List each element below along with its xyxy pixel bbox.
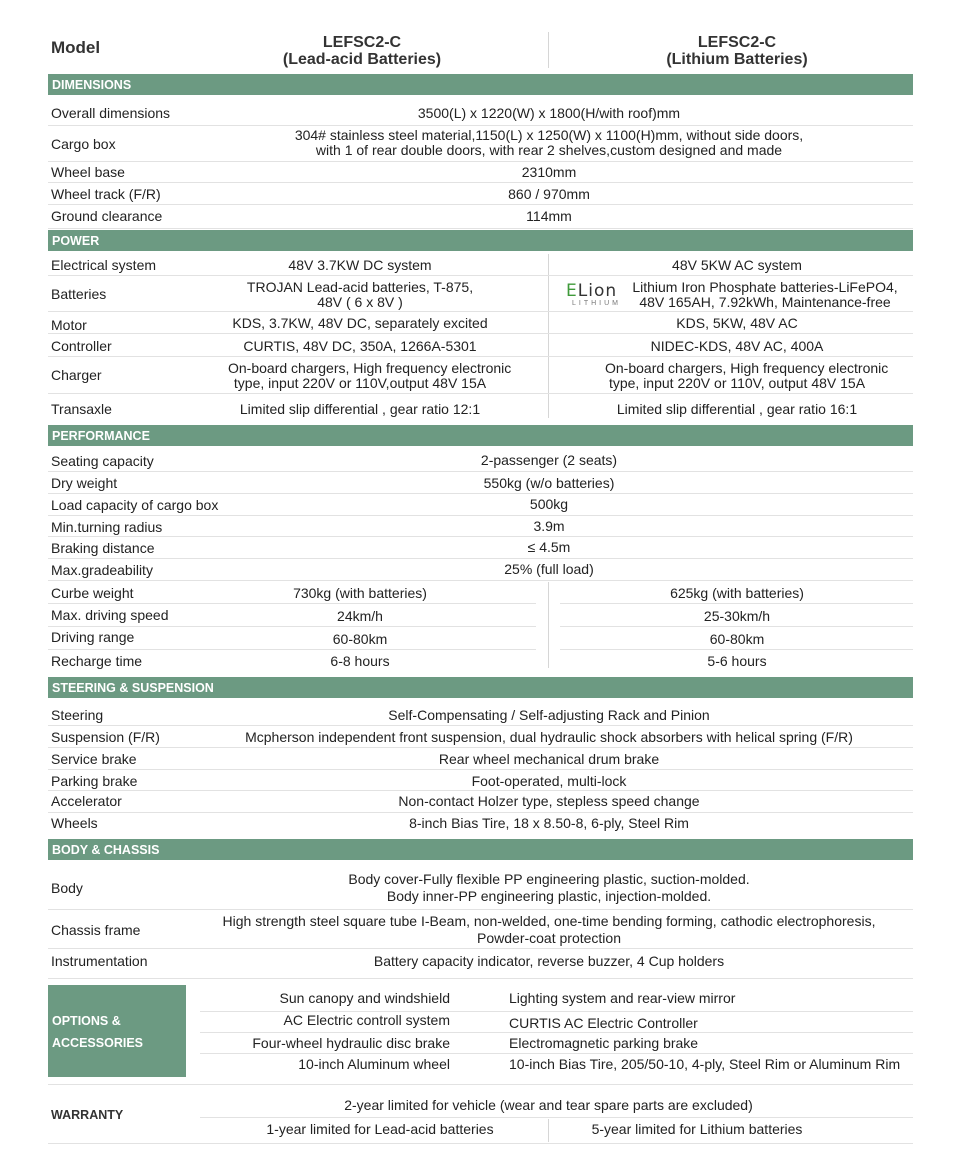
row-value: 500kg — [529, 496, 569, 512]
row-label: Instrumentation — [51, 953, 148, 969]
warranty-lead-acid: 1-year limited for Lead-acid batteries — [266, 1121, 494, 1137]
row-label: Controller — [51, 338, 112, 354]
row-label: Steering — [51, 707, 104, 723]
curbe-weight-lead-acid: 730kg (with batteries) — [293, 585, 427, 601]
row-wheel-base — [48, 162, 913, 183]
row-wheels — [48, 813, 913, 835]
row-value-lithium: NIDEC-KDS, 48V AC, 400A — [650, 338, 824, 354]
row-label: Parking brake — [51, 773, 138, 789]
option-left-3: Four-wheel hydraulic disc brake — [252, 1035, 450, 1051]
divider — [48, 603, 536, 604]
row-label-driving-range: Driving range — [51, 629, 135, 645]
row-value: ≤ 4.5m — [527, 539, 571, 555]
warranty-title: WARRANTY — [51, 1108, 124, 1122]
warranty-vehicle: 2-year limited for vehicle (wear and tear spare parts are excluded) — [344, 1097, 753, 1113]
recharge-time-lead-acid: 6-8 hours — [330, 653, 390, 669]
option-right-1: Lighting system and rear-view mirror — [509, 990, 736, 1006]
logo-wordmark: Lion — [577, 281, 618, 301]
column-header-lead-acid-model: LEFSC2-C — [322, 34, 402, 51]
row-label: Accelerator — [51, 793, 122, 809]
column-header-lithium-model: LEFSC2-C — [697, 34, 777, 51]
row-turning-radius — [48, 516, 913, 537]
column-header-lead-acid — [230, 34, 494, 68]
row-label: Braking distance — [51, 540, 155, 556]
options-accessories-header — [48, 985, 186, 1077]
section-body-chassis: BODY & CHASSIS — [48, 839, 913, 860]
option-right-2: CURTIS AC Electric Controller — [509, 1015, 698, 1031]
divider — [48, 626, 536, 627]
driving-range-lithium: 60-80km — [709, 631, 765, 647]
row-ground-clearance — [48, 205, 913, 229]
max-speed-lithium: 25-30km/h — [703, 608, 771, 624]
row-value-lithium-line1: On-board chargers, High frequency electronic — [605, 360, 889, 376]
row-value: 860 / 970mm — [508, 186, 590, 202]
row-value-lead-acid-line1: TROJAN Lead-acid batteries, T-875, — [246, 279, 474, 295]
row-value-lead-acid: KDS, 3.7KW, 48V DC, separately excited — [232, 315, 488, 331]
column-header-lithium — [605, 34, 869, 68]
row-label: Dry weight — [51, 475, 118, 491]
model-label: Model — [51, 38, 101, 57]
logo-subtitle: LITHIUM — [572, 300, 621, 307]
max-speed-lead-acid: 24km/h — [337, 608, 383, 624]
row-body — [48, 866, 913, 910]
row-overall-dimensions — [48, 101, 913, 126]
row-value-line2: Powder-coat protection — [477, 930, 621, 946]
section-performance: PERFORMANCE — [48, 425, 913, 446]
row-label: Electrical system — [51, 257, 157, 273]
row-batteries — [48, 276, 913, 312]
row-value-lead-acid-line2: type, input 220V or 110V,output 48V 15A — [233, 375, 487, 391]
row-parking-brake — [48, 770, 913, 791]
elion-lithium-logo — [566, 282, 632, 308]
row-label: Service brake — [51, 751, 137, 767]
options-title-line1: OPTIONS & — [52, 1014, 121, 1028]
column-header-lead-acid-type: (Lead-acid Batteries) — [282, 51, 442, 68]
row-label: Charger — [51, 367, 102, 383]
row-value-line1: High strength steel square tube I-Beam, non-welded, one-time bending forming, cathodic electrophoresis, — [222, 913, 876, 929]
row-braking-distance — [48, 537, 913, 559]
row-transaxle — [48, 394, 913, 420]
section-dimensions: DIMENSIONS — [48, 74, 913, 95]
row-value-line2: Body inner-PP engineering plastic, injection-molded. — [386, 888, 712, 904]
row-dry-weight — [48, 472, 913, 494]
row-value-lead-acid-line1: On-board chargers, High frequency electronic — [228, 360, 512, 376]
row-value-lithium-line1: Lithium Iron Phosphate batteries-LiFePO4, — [632, 279, 898, 295]
divider — [200, 1032, 913, 1033]
divider — [560, 649, 913, 650]
row-label: Body — [51, 880, 83, 896]
row-label: Load capacity of cargo box — [51, 497, 219, 513]
recharge-time-lithium: 5-6 hours — [707, 653, 767, 669]
row-motor — [48, 312, 913, 334]
row-value-line2: with 1 of rear double doors, with rear 2 shelves,custom designed and made — [315, 142, 783, 158]
row-value: 3500(L) x 1220(W) x 1800(H/with roof)mm — [417, 105, 681, 121]
row-steering — [48, 703, 913, 726]
row-label: Overall dimensions — [51, 105, 171, 121]
row-value-line1: 304# stainless steel material,1150(L) x 1250(W) x 1100(H)mm, without side doors, — [294, 127, 804, 143]
row-value-lead-acid: Limited slip differential , gear ratio 12:1 — [239, 401, 481, 417]
divider — [200, 1011, 913, 1012]
row-value-lithium: 48V 5KW AC system — [672, 257, 802, 273]
row-charger — [48, 357, 913, 394]
row-electrical-system — [48, 253, 913, 276]
row-value: Mcpherson independent front suspension, dual hydraulic shock absorbers with helical spring (F/R) — [245, 729, 853, 745]
row-label-curbe-weight: Curbe weight — [51, 585, 134, 601]
row-controller — [48, 334, 913, 357]
header-divider — [548, 32, 549, 68]
row-label-max-speed: Max. driving speed — [51, 607, 169, 623]
section-power: POWER — [48, 230, 913, 251]
row-label: Min.turning radius — [51, 519, 163, 535]
option-right-3: Electromagnetic parking brake — [509, 1035, 699, 1051]
row-suspension — [48, 726, 913, 748]
section-steering-suspension: STEERING & SUSPENSION — [48, 677, 913, 698]
divider — [200, 1117, 913, 1118]
row-value: Non-contact Holzer type, stepless speed change — [398, 793, 700, 809]
row-label: Max.gradeability — [51, 562, 153, 578]
row-value-line1: Body cover-Fully flexible PP engineering plastic, suction-molded. — [348, 871, 750, 887]
row-value-lead-acid-line2: 48V ( 6 x 8V ) — [317, 294, 403, 310]
row-chassis-frame — [48, 910, 913, 949]
row-value: Self-Compensating / Self-adjusting Rack and Pinion — [388, 707, 710, 723]
row-label: Wheel base — [51, 164, 125, 180]
row-seating-capacity — [48, 449, 913, 472]
option-left-4: 10-inch Aluminum wheel — [298, 1056, 450, 1072]
row-label: Wheel track (F/R) — [51, 186, 161, 202]
row-label: Chassis frame — [51, 922, 141, 938]
row-value-lithium-line2: 48V 165AH, 7.92kWh, Maintenance-free — [639, 294, 891, 310]
row-value-lithium: KDS, 5KW, 48V AC — [676, 315, 798, 331]
row-label-recharge-time: Recharge time — [51, 653, 143, 669]
row-label: Transaxle — [51, 401, 112, 417]
row-label: Seating capacity — [51, 453, 154, 469]
option-left-2: AC Electric controll system — [283, 1012, 450, 1028]
options-title-line2: ACCESSORIES — [52, 1036, 143, 1050]
warranty-lithium: 5-year limited for Lithium batteries — [591, 1121, 803, 1137]
row-value-lead-acid: CURTIS, 48V DC, 350A, 1266A-5301 — [243, 338, 477, 354]
row-value: Battery capacity indicator, reverse buzzer, 4 Cup holders — [373, 953, 725, 969]
row-label: Batteries — [51, 286, 107, 302]
row-load-capacity — [48, 494, 913, 516]
row-value: 550kg (w/o batteries) — [483, 475, 615, 491]
row-value-lead-acid: 48V 3.7KW DC system — [288, 257, 432, 273]
row-instrumentation — [48, 949, 913, 979]
row-label: Ground clearance — [51, 208, 163, 224]
row-gradeability — [48, 559, 913, 581]
row-cargo-box — [48, 126, 913, 162]
curbe-weight-lithium: 625kg (with batteries) — [670, 585, 804, 601]
row-label: Suspension (F/R) — [51, 729, 160, 745]
row-value-lithium-line2: type, input 220V or 110V, output 48V 15A — [608, 375, 866, 391]
row-service-brake — [48, 748, 913, 770]
logo-letter: E — [566, 281, 578, 301]
divider — [48, 649, 536, 650]
row-value: 2-passenger (2 seats) — [480, 452, 618, 468]
row-accelerator — [48, 791, 913, 813]
row-label: Wheels — [51, 815, 98, 831]
option-left-1: Sun canopy and windshield — [279, 990, 450, 1006]
row-value: 25% (full load) — [504, 561, 594, 577]
row-value: Foot-operated, multi-lock — [471, 773, 627, 789]
row-label: Motor — [51, 317, 87, 333]
row-value: Rear wheel mechanical drum brake — [438, 751, 660, 767]
row-value: 3.9m — [533, 518, 565, 534]
row-wheel-track — [48, 183, 913, 205]
driving-range-lead-acid: 60-80km — [332, 631, 388, 647]
divider — [48, 1143, 913, 1144]
row-value: 8-inch Bias Tire, 18 x 8.50-8, 6-ply, Steel Rim — [409, 815, 689, 831]
row-value: 2310mm — [521, 164, 577, 180]
divider — [560, 603, 913, 604]
divider — [560, 626, 913, 627]
divider — [200, 1053, 913, 1054]
column-header-lithium-type: (Lithium Batteries) — [666, 51, 808, 68]
divider — [48, 1084, 913, 1085]
option-right-4: 10-inch Bias Tire, 205/50-10, 4-ply, Steel Rim or Aluminum Rim — [509, 1056, 901, 1072]
row-value: 114mm — [526, 208, 572, 224]
row-value-lithium: Limited slip differential , gear ratio 16:1 — [616, 401, 858, 417]
row-label: Cargo box — [51, 136, 116, 152]
